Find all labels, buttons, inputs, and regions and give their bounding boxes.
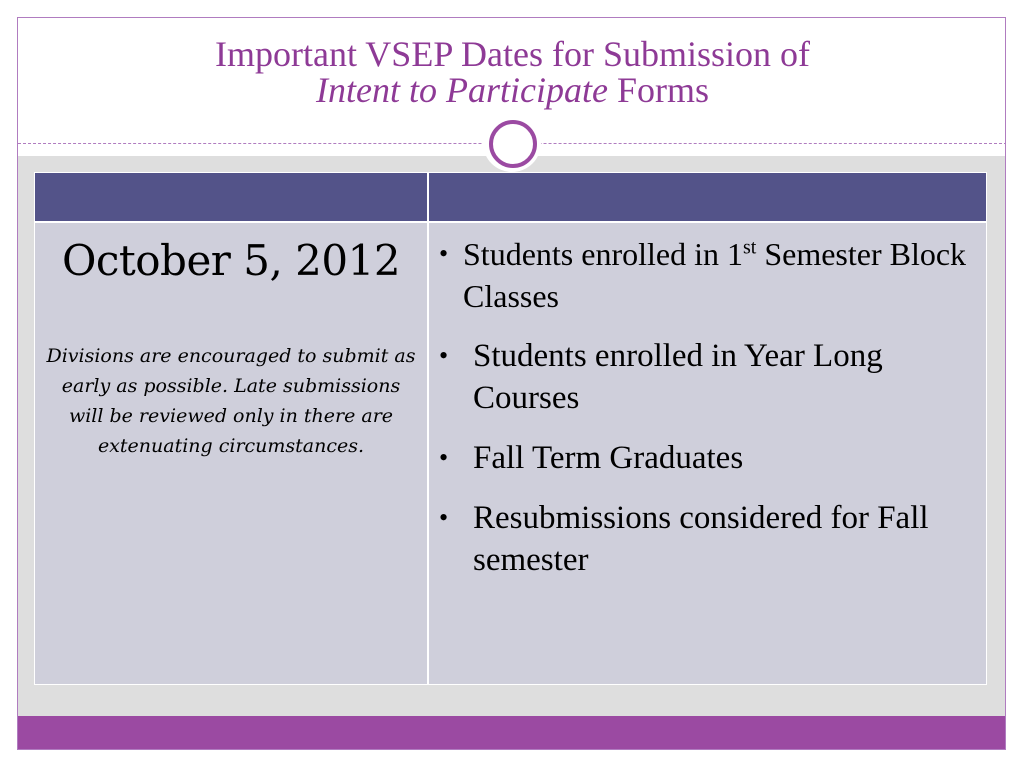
bullet-text: Resubmissions considered for Fall semester	[473, 500, 929, 578]
criteria-list	[439, 233, 979, 581]
dates-table	[34, 172, 987, 685]
list-item	[439, 335, 979, 419]
footer-bar	[18, 716, 1006, 750]
slide-title-line1: Important VSEP Dates for Submission of	[215, 34, 810, 74]
deadline-note: Divisions are encouraged to submit as early as possible. Late submissions will be reviewed only in there are extenuating circumstances.	[46, 345, 416, 457]
deadline-date: October 5, 2012	[61, 236, 401, 285]
bullet-text-continued: Semester Block Classes	[463, 236, 967, 314]
table-cell-date	[35, 223, 427, 684]
title-line2-rest: Forms	[607, 70, 709, 110]
bullet-icon: •	[439, 503, 449, 532]
table-cell-criteria	[429, 223, 986, 684]
header-column-divider	[427, 173, 429, 221]
list-item	[439, 437, 979, 479]
slide	[17, 17, 1006, 750]
bullet-text: Fall Term Graduates	[473, 440, 744, 476]
ring-ornament-icon	[489, 120, 537, 168]
bullet-icon: •	[439, 341, 449, 370]
slide-title-line2	[18, 68, 1006, 112]
title-italic-phrase: Intent to Participate	[316, 70, 608, 110]
bullet-text: Students enrolled in 1	[463, 236, 743, 272]
bullet-superscript: st	[742, 236, 757, 259]
bullet-icon: •	[439, 443, 449, 472]
bullet-icon: •	[439, 239, 449, 268]
list-item	[439, 497, 979, 581]
list-item	[439, 233, 979, 317]
bullet-text: Students enrolled in Year Long Courses	[473, 338, 883, 416]
table-header-row	[35, 173, 986, 221]
